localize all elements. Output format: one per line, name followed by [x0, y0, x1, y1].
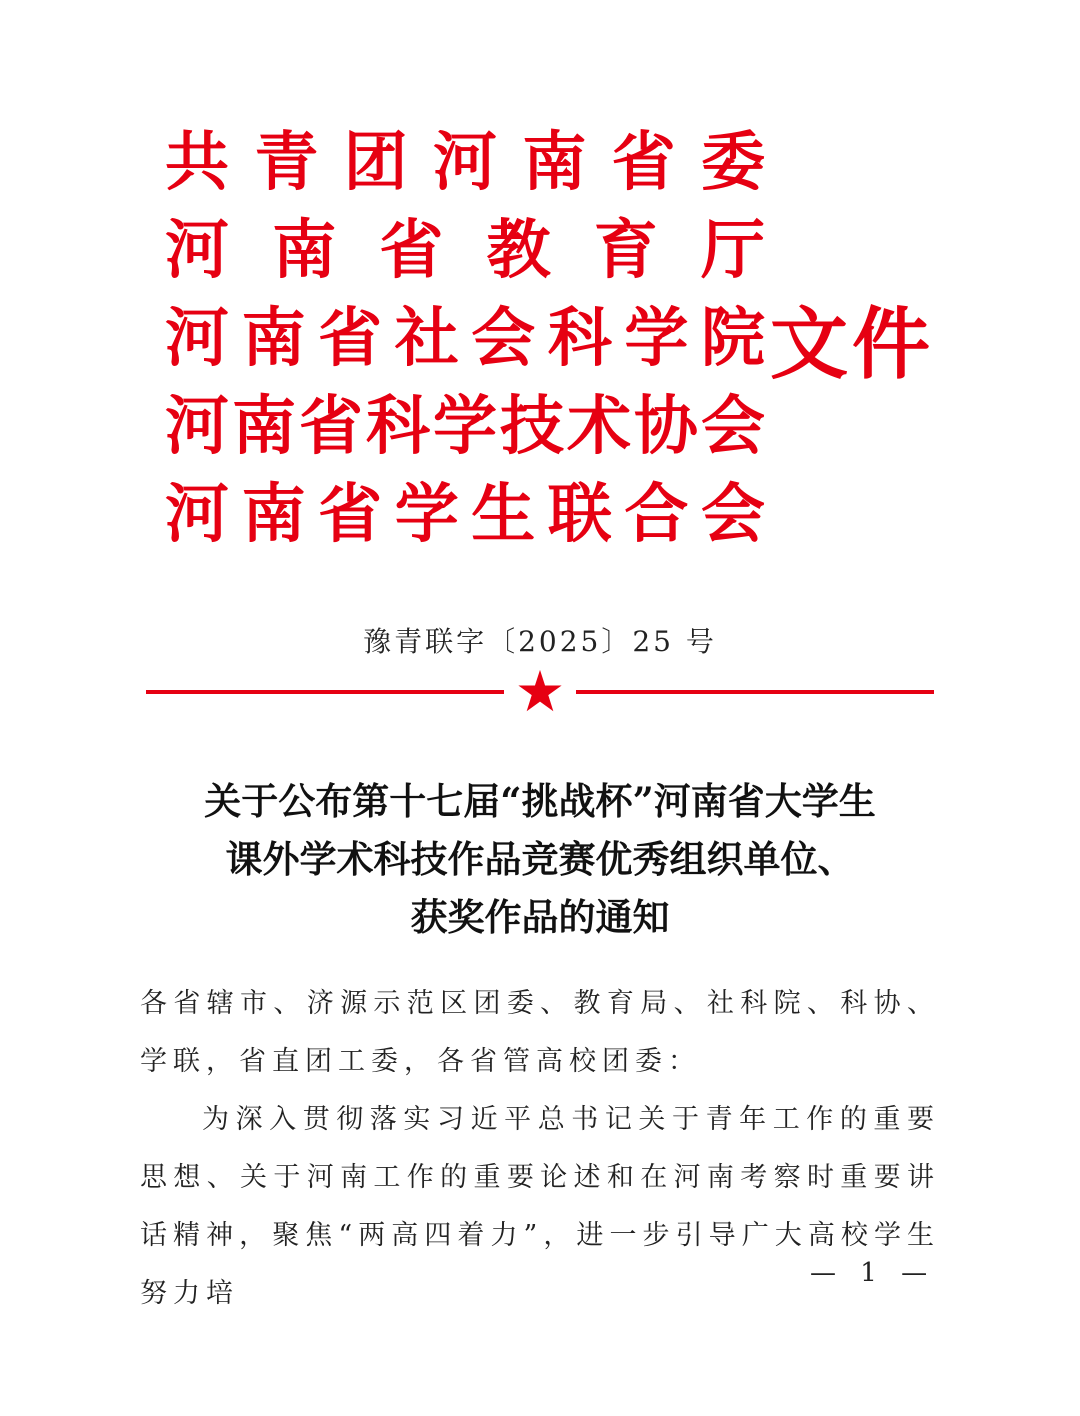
body-paragraph: 为深入贯彻落实习近平总书记关于青年工作的重要思想、关于河南工作的重要论述和在河南考察时重要讲话精神，聚焦“两高四着力”，进一步引导广大高校学生努力培 — [140, 1104, 940, 1309]
issuer-line-1: 共 青 团 河 南 省 委 — [165, 125, 765, 200]
document-type-label: 文件 — [770, 299, 935, 390]
notice-title — [0, 772, 1080, 946]
document-number: 豫青联字〔2025〕25 号 — [363, 625, 717, 658]
issuer-line-4: 河 南 省 科 学 技 术 协 会 — [165, 389, 765, 464]
addressee: 各省辖市、济源示范区团委、教育局、社科院、科协、学联，省直团工委，各省管高校团委： — [140, 988, 940, 1077]
divider-left — [146, 690, 504, 694]
title-line-2: 课外学术科技作品竞赛优秀组织单位、 — [225, 837, 855, 881]
title-line-3: 获奖作品的通知 — [410, 895, 670, 939]
issuer-line-5: 河 南 省 学 生 联 合 会 — [165, 477, 765, 552]
page-number: — 1 — — [810, 1258, 936, 1288]
star-icon — [517, 668, 563, 714]
issuer-line-2: 河 南 省 教 育 厅 — [165, 213, 765, 288]
title-line-1: 关于公布第十七届“挑战杯”河南省大学生 — [204, 779, 876, 823]
divider-right — [576, 690, 934, 694]
issuer-line-3: 河 南 省 社 会 科 学 院 — [165, 301, 765, 376]
